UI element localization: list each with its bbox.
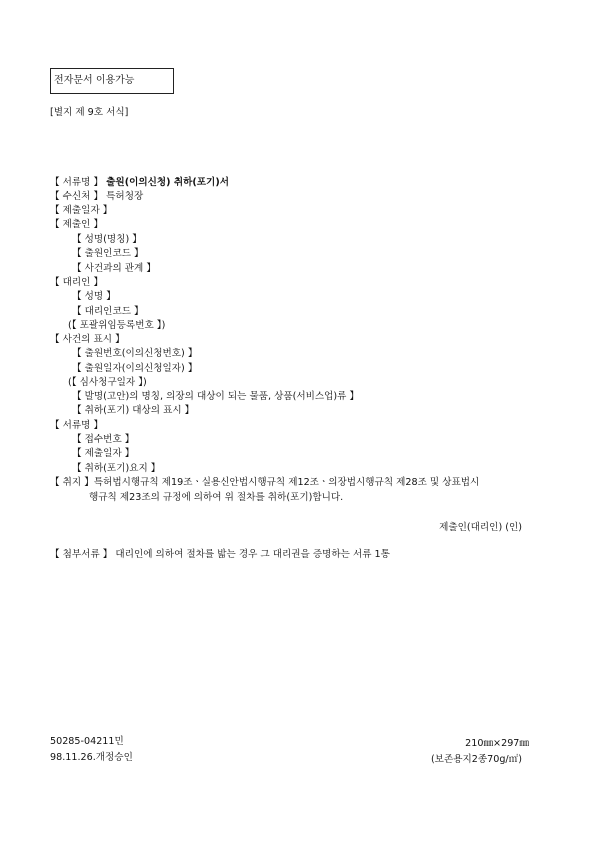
case-withdraw-target-field: 【 취하(포기) 대상의 표시 】 <box>72 405 195 416</box>
electronic-document-tag: 전자문서 이용가능 <box>50 68 174 94</box>
agent-code-field: 【 대리인코드 】 <box>72 306 144 317</box>
attachment-value: 대리인에 의하여 절차를 밟는 경우 그 대리권을 증명하는 서류 1통 <box>115 549 390 560</box>
submitter-relation-field: 【 사건과의 관계 】 <box>72 263 156 274</box>
form-number: [별지 제 9호 서식] <box>50 107 129 118</box>
recipient-row <box>50 190 143 203</box>
doc-name-row <box>50 176 229 189</box>
recipient-label: 【 수신처 】 <box>50 191 104 202</box>
purpose-line-2: 행규칙 제23조의 규정에 의하여 위 절차를 취하(포기)합니다. <box>89 492 344 503</box>
case-app-number-field: 【 출원번호(이의신청번호) 】 <box>72 348 198 359</box>
doc-label: 【 서류명 】 <box>50 420 104 431</box>
submitter-code-field: 【 출원인코드 】 <box>72 248 144 259</box>
submitter-label: 【 제출인 】 <box>50 219 104 230</box>
doc-receipt-number-field: 【 접수번호 】 <box>72 434 135 445</box>
doc-name-label: 【 서류명 】 <box>50 177 104 188</box>
case-app-date-field: 【 출원일자(이의신청일자) 】 <box>72 363 198 374</box>
agent-label: 【 대리인 】 <box>50 277 104 288</box>
footer-approval: 98.11.26.개정승인 <box>50 752 133 763</box>
submitter-name-field: 【 성명(명칭) 】 <box>72 234 142 245</box>
footer-paper-type: (보존용지2종70g/㎡) <box>430 754 522 765</box>
agent-name-field: 【 성명 】 <box>72 291 116 302</box>
doc-withdraw-summary-field: 【 취하(포기)요지 】 <box>72 463 161 474</box>
footer-code: 50285-04211민 <box>50 736 124 747</box>
recipient-value: 특허청장 <box>106 191 144 202</box>
purpose-line-1: 【 취지 】특허법시행규칙 제19조ㆍ실용신안법시행규칙 제12조ㆍ의장법시행규칙 제28조 및 상표법시 <box>50 477 480 488</box>
attachment-label: 【 첨부서류 】 <box>50 549 113 560</box>
doc-submit-date-field: 【 제출일자 】 <box>72 448 135 459</box>
agent-registration-field: (【 포괄위임등록번호 】) <box>68 320 166 331</box>
case-invention-field: 【 발명(고안)의 명칭, 의장의 대상이 되는 물품, 상품(서비스업)류 】 <box>72 391 360 402</box>
case-label: 【 사건의 표시 】 <box>50 334 125 345</box>
doc-name-value: 출원(이의신청) 취하(포기)서 <box>106 177 229 188</box>
purpose-paragraph <box>50 475 550 505</box>
attachment-row <box>50 548 390 561</box>
submit-date-label: 【 제출일자 】 <box>50 205 113 216</box>
footer-paper-size: 210㎜×297㎜ <box>465 738 529 749</box>
case-exam-date-field: (【 심사청구일자 】) <box>68 377 147 388</box>
signature-line: 제출인(대리인) (인) <box>439 522 522 533</box>
